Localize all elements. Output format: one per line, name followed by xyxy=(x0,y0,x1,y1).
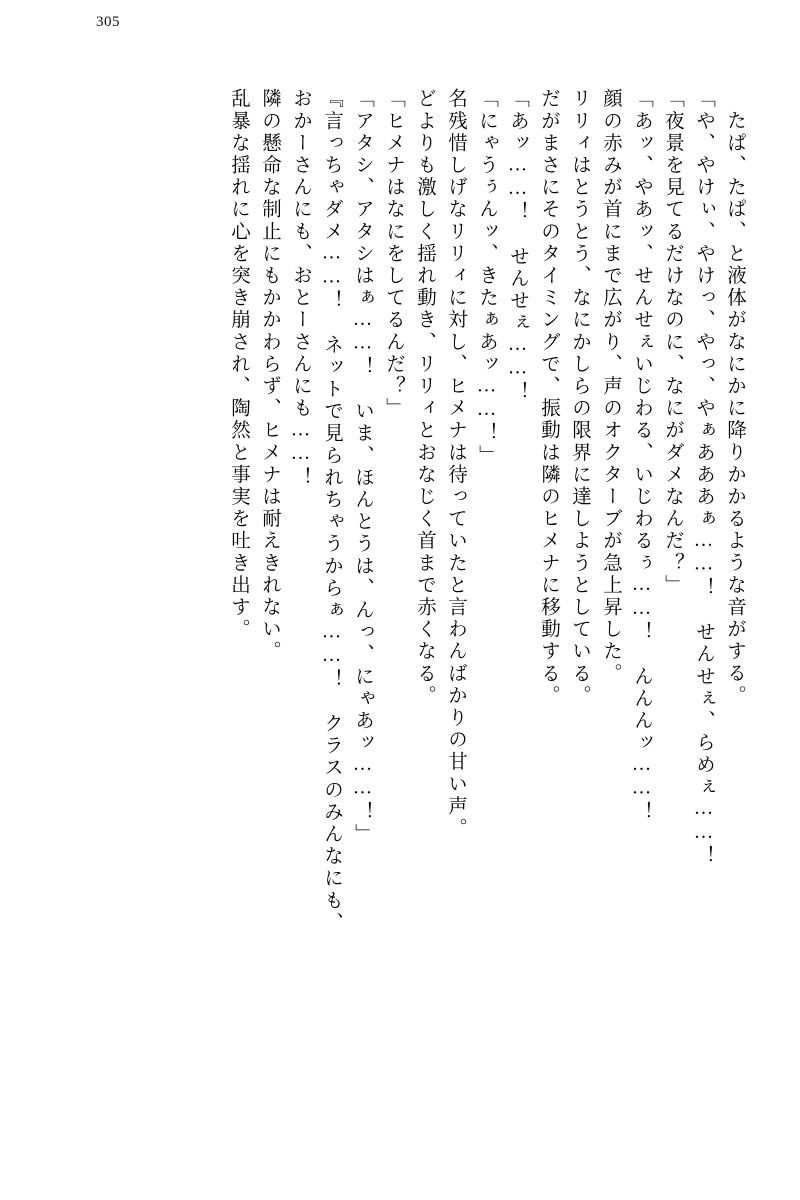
text-column: おかーさんにも、おとーさんにも……！ xyxy=(290,88,311,489)
text-column: 「ヒメナはなにをしてるんだ？」 xyxy=(383,88,404,420)
text-column: 「夜景を見てるだけなのに、なにがダメなんだ？」 xyxy=(662,88,683,597)
vertical-text-body xyxy=(56,88,744,1140)
text-column: 乱暴な揺れに心を突き崩され、陶然と事実を吐き出す。 xyxy=(228,88,249,641)
text-column: 名残惜しげなリリィに対し、ヒメナは待っていたと言わんばかりの甘い声。 xyxy=(445,88,466,840)
text-column: 「にゃうぅんッ、きたぁあッ……！」 xyxy=(476,88,497,467)
text-column: だがまさにそのタイミングで、振動は隣のヒメナに移動する。 xyxy=(538,88,559,707)
text-column: 『言っちゃダメ……！ ネットで見られちゃうからぁ……！ クラスのみんなにも、 xyxy=(321,88,342,934)
text-column: 「あッ……！ せんせぇ……！ xyxy=(507,88,528,404)
text-column: 「アタシ、アタシはぁ……！ いま、ほんとうは、んっ、にゃあッ……！」 xyxy=(352,88,373,846)
text-column: 顔の赤みが首にまで広がり、声のオクターブが急上昇した。 xyxy=(600,88,621,685)
text-column: どよりも激しく揺れ動き、リリィとおなじく首まで赤くなる。 xyxy=(414,88,435,707)
text-column: 「あッ、やあッ、せんせぇいじわる、いじわるぅ……！ んんんッ……！ xyxy=(631,88,652,824)
text-column: たぱ、たぱ、と液体がなにかに降りかかるような音がする。 xyxy=(724,110,745,707)
text-column: 隣の懸命な制止にもかかわらず、ヒメナは耐えきれない。 xyxy=(259,88,280,663)
page-number: 305 xyxy=(96,14,120,30)
text-column: リリィはとうとう、なにかしらの限界に達しようとしている。 xyxy=(569,88,590,707)
text-column: 「や、やけぃ、やけっ、やっ、やぁあああぁ……！ せんせぇ、らめぇ……！ xyxy=(693,88,714,868)
